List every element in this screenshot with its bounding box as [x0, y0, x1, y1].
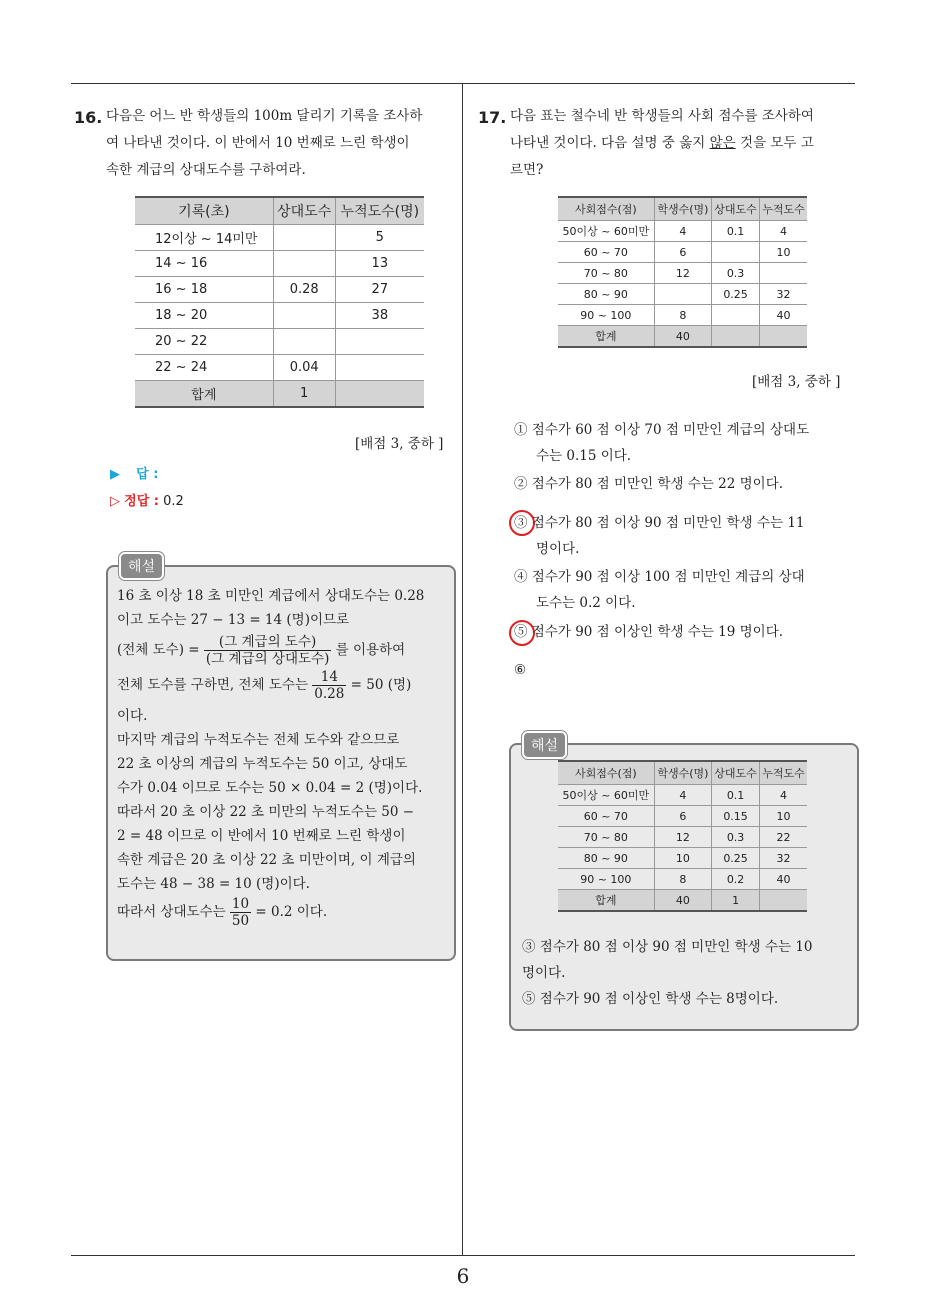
table-row [135, 329, 424, 355]
table-cell: 40 [760, 869, 807, 890]
expl-line: 마지막 계급의 누적도수는 전체 도수와 같으므로 [117, 732, 400, 748]
table-cell: 40 [654, 326, 711, 348]
table-row [558, 305, 807, 326]
table-cell: 1 [273, 381, 335, 408]
table-cell: 80 ~ 90 [558, 284, 654, 305]
table-header: 누적도수 [760, 761, 807, 785]
choice-line: 명이다. [536, 541, 580, 557]
table-row [135, 355, 424, 381]
q16-answer-line [110, 463, 158, 482]
table-cell: 70 ~ 80 [558, 827, 654, 848]
fraction [230, 896, 251, 929]
table-cell: 0.1 [712, 785, 760, 806]
table-header: 사회점수(점) [558, 761, 654, 785]
expl-line: 2 = 48 이므로 이 반에서 10 번째로 느린 학생이 [117, 828, 406, 844]
expl-line: 22 초 이상의 계급의 누적도수는 50 이고, 상대도 [117, 756, 408, 772]
table-cell: 80 ~ 90 [558, 848, 654, 869]
q17-explanation-text [522, 934, 813, 1012]
q17-explanation-tag: 해설 [522, 731, 567, 759]
q16-score-meta: [배점 3, 중하 ] [355, 436, 444, 452]
expl-line [117, 634, 424, 667]
play-icon: ▶ [110, 467, 120, 482]
table-cell: 22 ~ 24 [135, 355, 273, 381]
table-cell: 4 [760, 785, 807, 806]
q17-line [510, 130, 814, 157]
q17-line: 르면? [510, 162, 544, 178]
table-cell [273, 329, 335, 355]
table-total-row [558, 326, 807, 348]
q17-number: 17. [478, 108, 507, 127]
table-cell: 10 [654, 848, 711, 869]
fraction [204, 634, 331, 667]
table-cell: 40 [760, 305, 807, 326]
table-cell: 18 ~ 20 [135, 303, 273, 329]
fraction-numerator: (그 계급의 도수) [204, 634, 331, 651]
table-cell: 6 [654, 806, 711, 827]
fraction [312, 669, 346, 702]
table-cell: 90 ~ 100 [558, 869, 654, 890]
table-cell: 1 [712, 890, 760, 912]
expl-line [117, 669, 424, 702]
outline-play-icon: ▷ [110, 494, 120, 509]
table-cell [273, 251, 335, 277]
table-cell: 14 ~ 16 [135, 251, 273, 277]
table-cell [273, 225, 335, 251]
table-cell: 0.28 [273, 277, 335, 303]
table-cell [760, 890, 807, 912]
table-cell: 합계 [558, 326, 654, 348]
table-cell: 4 [760, 221, 807, 242]
table-row [135, 277, 424, 303]
table-cell [335, 381, 424, 408]
expl-text-part: 따라서 상대도수는 [117, 904, 226, 920]
table-cell: 6 [654, 242, 711, 263]
q17-table [558, 196, 807, 348]
table-row [558, 806, 807, 827]
fraction-numerator: 10 [231, 896, 250, 912]
table-cell: 합계 [135, 381, 273, 408]
table-cell [712, 242, 760, 263]
table-cell: 합계 [558, 890, 654, 912]
table-header: 누적도수(명) [335, 197, 424, 225]
page-number: 6 [456, 1264, 470, 1288]
choice-4 [514, 564, 805, 616]
table-row [558, 848, 807, 869]
table-total-row [558, 890, 807, 912]
expl-text-part: (전체 도수) = [117, 642, 200, 658]
table-header: 상대도수 [712, 197, 760, 221]
table-cell: 12 [654, 263, 711, 284]
q17-line: 다음 표는 철수네 반 학생들의 사회 점수를 조사하여 [510, 108, 814, 124]
table-row [558, 284, 807, 305]
table-cell: 4 [654, 221, 711, 242]
table-cell: 50이상 ~ 60미만 [558, 785, 654, 806]
table-cell: 8 [654, 305, 711, 326]
key-value: 0.2 [163, 494, 184, 509]
choice-3 [514, 510, 805, 562]
choice-line: 수는 0.15 이다. [536, 448, 632, 464]
q16-number: 16. [74, 108, 103, 127]
expl-line: 이다. [117, 708, 148, 724]
column-divider [462, 83, 463, 1256]
table-header: 학생수(명) [654, 197, 711, 221]
table-cell: 60 ~ 70 [558, 806, 654, 827]
table-row [558, 242, 807, 263]
table-cell: 0.3 [712, 263, 760, 284]
expl-line [117, 896, 424, 929]
table-cell: 8 [654, 869, 711, 890]
table-cell: 4 [654, 785, 711, 806]
table-cell [654, 284, 711, 305]
key-label: 정답 : [124, 494, 159, 509]
q17-underlined-word: 않은 [709, 135, 736, 151]
choice-line: ③ 점수가 80 점 이상 90 점 미만인 학생 수는 11 [514, 515, 805, 531]
q17-line-part: 것을 모두 고 [735, 135, 814, 151]
fraction-denominator: 50 [231, 913, 250, 929]
table-cell: 27 [335, 277, 424, 303]
choice-2: ② 점수가 80 점 미만인 학생 수는 22 명이다. [514, 476, 784, 492]
expl-line: ⑤ 점수가 90 점 이상인 학생 수는 8명이다. [522, 991, 779, 1007]
table-cell [712, 305, 760, 326]
choice-1 [514, 417, 809, 469]
q16-explanation-text [117, 584, 424, 929]
table-header: 기록(초) [135, 197, 273, 225]
q16-key-line [110, 490, 184, 509]
table-cell [712, 326, 760, 348]
table-cell: 70 ~ 80 [558, 263, 654, 284]
expl-line: 수가 0.04 이므로 도수는 50 × 0.04 = 2 (명)이다. [117, 780, 423, 796]
table-row [135, 225, 424, 251]
table-header: 학생수(명) [654, 761, 711, 785]
q16-line: 다음은 어느 반 학생들의 100m 달리기 기록을 조사하 [106, 108, 423, 124]
table-row [135, 251, 424, 277]
table-cell [760, 326, 807, 348]
q17-text [510, 103, 814, 184]
table-header: 상대도수 [712, 761, 760, 785]
table-cell: 32 [760, 848, 807, 869]
expl-line: 이고 도수는 27 − 13 = 14 (명)이므로 [117, 612, 350, 628]
table-header: 누적도수 [760, 197, 807, 221]
q16-line: 속한 계급의 상대도수를 구하여라. [106, 162, 306, 178]
table-cell: 12 [654, 827, 711, 848]
table-cell: 40 [654, 890, 711, 912]
choice-line: 도수는 0.2 이다. [536, 595, 636, 611]
expl-text-part: = 50 (명) [350, 677, 412, 693]
q17-score-meta: [배점 3, 중하 ] [752, 374, 841, 390]
table-cell: 22 [760, 827, 807, 848]
table-cell: 5 [335, 225, 424, 251]
choice-line: ① 점수가 60 점 이상 70 점 미만인 계급의 상대도 [514, 422, 810, 438]
table-header: 사회점수(점) [558, 197, 654, 221]
table-cell: 0.15 [712, 806, 760, 827]
table-cell: 0.3 [712, 827, 760, 848]
table-cell [273, 303, 335, 329]
table-cell [335, 355, 424, 381]
expl-text-part: 를 이용하여 [335, 642, 406, 658]
q17-solution-table [558, 760, 807, 912]
choice-line: ④ 점수가 90 점 이상 100 점 미만인 계급의 상대 [514, 569, 805, 585]
expl-line: 속한 계급은 20 초 이상 22 초 미만이며, 이 계급의 [117, 852, 416, 868]
table-row [558, 869, 807, 890]
table-row [558, 785, 807, 806]
table-cell: 10 [760, 806, 807, 827]
table-cell: 0.1 [712, 221, 760, 242]
table-row [558, 221, 807, 242]
expl-text-part: = 0.2 이다. [255, 904, 328, 920]
expl-line: 명이다. [522, 965, 566, 981]
expl-line: ③ 점수가 80 점 이상 90 점 미만인 학생 수는 10 [522, 939, 813, 955]
table-cell: 0.25 [712, 848, 760, 869]
bottom-rule [71, 1255, 855, 1256]
table-cell: 20 ~ 22 [135, 329, 273, 355]
fraction-denominator: (그 계급의 상대도수) [205, 651, 330, 667]
table-cell: 10 [760, 242, 807, 263]
fraction-numerator: 14 [312, 669, 346, 686]
choice-5: ⑤ 점수가 90 점 이상인 학생 수는 19 명이다. [514, 624, 784, 640]
table-cell: 38 [335, 303, 424, 329]
table-cell: 12이상 ~ 14미만 [135, 225, 273, 251]
q17-line-part: 나타낸 것이다. 다음 설명 중 옳지 [510, 135, 710, 151]
answer-label: 답 : [136, 467, 159, 482]
table-cell: 32 [760, 284, 807, 305]
q16-line: 여 나타낸 것이다. 이 반에서 10 번째로 느린 학생이 [106, 135, 410, 151]
table-cell: 0.25 [712, 284, 760, 305]
table-cell: 50이상 ~ 60미만 [558, 221, 654, 242]
top-rule [71, 83, 855, 84]
table-header: 상대도수 [273, 197, 335, 225]
choice-6: ⑥ [514, 662, 527, 678]
table-total-row [135, 381, 424, 408]
table-cell: 60 ~ 70 [558, 242, 654, 263]
table-cell: 13 [335, 251, 424, 277]
expl-line: 도수는 48 − 38 = 10 (명)이다. [117, 876, 310, 892]
q16-explanation-tag: 해설 [119, 552, 164, 580]
table-cell: 16 ~ 18 [135, 277, 273, 303]
fraction-denominator: 0.28 [314, 686, 345, 702]
table-cell: 0.2 [712, 869, 760, 890]
q16-text [106, 103, 422, 184]
q16-table [135, 196, 424, 408]
table-cell [335, 329, 424, 355]
table-row [135, 303, 424, 329]
expl-text-part: 전체 도수를 구하면, 전체 도수는 [117, 677, 308, 693]
table-cell: 0.04 [273, 355, 335, 381]
table-row [558, 827, 807, 848]
table-cell [760, 263, 807, 284]
expl-line: 16 초 이상 18 초 미만인 계급에서 상대도수는 0.28 [117, 588, 425, 604]
table-row [558, 263, 807, 284]
expl-line: 따라서 20 초 이상 22 초 미만의 누적도수는 50 − [117, 804, 415, 820]
table-cell: 90 ~ 100 [558, 305, 654, 326]
